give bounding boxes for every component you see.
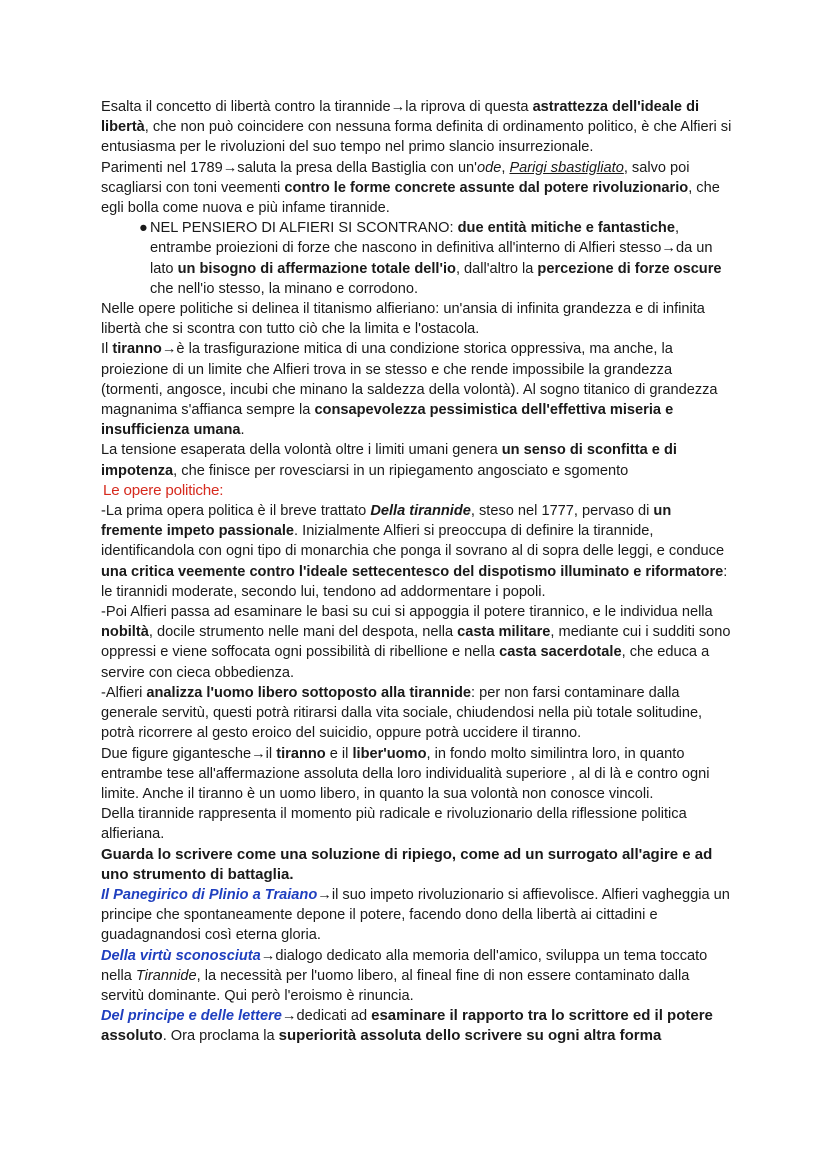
- italic-run: ode: [476, 159, 502, 176]
- bullet-item: [101, 218, 732, 299]
- text-run: La tensione esaperata della volontà oltre i limiti umani genera: [101, 442, 502, 459]
- bold-run: nobiltà: [101, 624, 149, 641]
- text-run: Parimenti nel 1789→saluta la presa della Bastiglia con un': [101, 159, 477, 176]
- bold-run: due entità mitiche e fantastiche: [457, 220, 675, 237]
- italic-run: Tirannide: [135, 967, 197, 984]
- text-run: -La prima opera politica è il breve trattato: [101, 503, 371, 520]
- text-run: , che finisce per rovesciarsi in un ripiegamento angosciato e sgomento: [173, 462, 629, 479]
- text-run: , che non può coincidere con nessuna forma definita di ordinamento politico, è che Alfieri si entusiasma per le rivoluzioni del suo tempo nel primo slancio insurrezionale.: [101, 119, 732, 156]
- text-run: : per non farsi contaminare dalla generale servitù, questi potrà ritirarsi dalla vita sociale, chiudendosi nella più totale solitudine, potrà ricorrere al gesto eroico del suicidio, oppure potrà uccidere il tiranno.: [101, 684, 703, 742]
- paragraph-bastiglia: [101, 158, 732, 219]
- text-run: che nell'io stesso, la minano e corrodono.: [150, 280, 419, 297]
- paragraph-panegirico: [101, 885, 732, 946]
- bullet-list: [101, 218, 732, 299]
- bold-run: casta sacerdotale: [499, 644, 622, 661]
- text-run: : le tirannidi moderate, secondo lui, tendono ad addormentare i popoli.: [101, 563, 728, 600]
- bold-run: consapevolezza pessimistica dell'effettiva miseria e insufficienza umana: [101, 402, 674, 439]
- bold-run: liber'uomo: [352, 745, 427, 762]
- text-run: Due figure gigantesche→il: [101, 745, 277, 762]
- bold-run: casta militare: [457, 624, 551, 641]
- text-run: -Poi Alfieri passa ad esaminare le basi su cui si appoggia il potere tirannico, e le individua nella: [101, 604, 713, 621]
- text-run: →è la trasfigurazione mitica di una condizione storica oppressiva, ma anche, la proiezione di un limite che Alfieri trova in se stesso e che rende impossibile la grandezza (tormenti, angosce, incubi che minano la saldezza della volontà). Al sogno titanico di grandezza magnanima s'affianca sempre la: [101, 341, 718, 419]
- section-heading: Le opere politiche:: [103, 481, 224, 499]
- text-run: Esalta il concetto di libertà contro la tirannide→la riprova di questa: [101, 99, 533, 115]
- bold-run: un fremente impeto passionale: [101, 503, 672, 540]
- text-run: , docile strumento nelle mani del despota, nella: [148, 624, 458, 641]
- text-run: , dall'altro la: [455, 260, 538, 277]
- text-run: →dialogo dedicato alla memoria dell'amico, sviluppa un tema toccato nella: [101, 947, 708, 984]
- paragraph-scrivere: Guarda lo scrivere come una soluzione di ripiego, come ad un surrogato all'agire e ad uno strumento di battaglia.: [101, 845, 713, 883]
- bold-run: tiranno: [112, 341, 162, 358]
- paragraph-titanismo: Nelle opere politiche si delinea il titanismo alfieriano: un'ansia di infinita grandezza e di infinita libertà che si scontra con tutto ciò che la limita e l'ostacola.: [101, 301, 705, 338]
- bold-run: superiorità assoluta dello scrivere su ogni altra forma: [278, 1027, 662, 1045]
- work-title-blue: Del principe e delle lettere: [101, 1008, 282, 1025]
- text-run: . Ora proclama la: [162, 1028, 279, 1045]
- work-title: Della tirannide: [370, 503, 471, 520]
- paragraph-uomo-libero: [101, 683, 732, 744]
- bold-run: tiranno: [276, 745, 326, 762]
- text-run: ,: [501, 159, 510, 176]
- bold-run: astrattezza dell'ideale di libertà: [101, 99, 700, 136]
- bold-run: contro le forme concrete assunte dal potere rivoluzionario: [284, 179, 689, 196]
- paragraph-principe-lettere: [101, 1006, 732, 1046]
- bold-run: una critica veemente contro l'ideale settecentesco del dispotismo illuminato e riformatore: [101, 563, 724, 580]
- bold-run: percezione di forze oscure: [537, 260, 722, 277]
- paragraph-tensione: [101, 440, 732, 480]
- text-run: , la necessità per l'uomo libero, al fineal fine di non essere contaminato dalla servitù dominante. Qui però l'eroismo è rinuncia.: [101, 967, 690, 1004]
- text-run: →il suo impeto rivoluzionario si affievolisce. Alfieri vagheggia un principe che spontaneamente depone il potere, facendo dono della libertà ai cittadini e guadagnandosi così eterna gloria.: [101, 886, 730, 944]
- text-run: .: [240, 422, 245, 439]
- text-run: , steso nel 1777, pervaso di: [470, 503, 654, 520]
- text-run: →dedicati ad: [281, 1008, 372, 1025]
- text-run: , che educa a servire con cieca obbedienza.: [101, 644, 710, 681]
- bold-run: analizza l'uomo libero sottoposto alla tirannide: [146, 684, 471, 701]
- text-run: -Alfieri: [101, 684, 147, 701]
- text-run: , che egli bolla come nuova e più infame tirannide.: [101, 179, 720, 217]
- bold-run: un bisogno di affermazione totale dell'io: [177, 260, 456, 277]
- paragraph-basi-potere: [101, 602, 732, 683]
- text-run: , mediante cui i sudditi sono oppressi e viene soffocata ogni possibilità di ribellione e nella: [101, 624, 731, 661]
- paragraph-virtu-sconosciuta: [101, 946, 732, 1007]
- bold-run: esaminare il rapporto tra lo scrittore ed il potere assoluto: [101, 1007, 713, 1045]
- work-title-blue: Della virtù sconosciuta: [101, 947, 261, 964]
- text-run: NEL PENSIERO DI ALFIERI SI SCONTRANO:: [150, 220, 458, 237]
- bold-run: un senso di sconfitta e di impotenza: [101, 442, 677, 479]
- paragraph-liberta: [101, 97, 732, 158]
- paragraph-due-figure: [101, 744, 732, 805]
- paragraph-momento-radicale: Della tirannide rappresenta il momento più radicale e rivoluzionario della riflessione politica alfieriana.: [101, 806, 687, 843]
- text-run: , entrambe proiezioni di forze che nascono in definitiva all'interno di Alfieri stesso→da un lato: [150, 220, 713, 277]
- work-title-blue: Il Panegirico di Plinio a Traiano: [101, 886, 318, 903]
- text-run: Il: [101, 341, 113, 358]
- text-run: . Inizialmente Alfieri si preoccupa di definire la tirannide, identificandola con ogni tipo di monarchia che ponga il sovrano al di sopra delle leggi, e conduce: [101, 523, 725, 560]
- work-title-underlined: Parigi sbastigliato: [509, 159, 624, 176]
- paragraph-tiranno: [101, 339, 732, 440]
- paragraph-della-tirannide: [101, 501, 732, 602]
- text-run: , salvo poi scagliarsi con toni veementi: [101, 159, 690, 196]
- bullet-icon: ●: [139, 220, 148, 237]
- text-run: e il: [325, 745, 353, 762]
- text-run: , in fondo molto similintra loro, in quanto entrambe tese all'affermazione assoluta della loro individualità superiore , al di là e contro ogni limite. Anche il tiranno è un uomo libero, in quanto la sua volontà non conosce vincoli.: [101, 745, 710, 802]
